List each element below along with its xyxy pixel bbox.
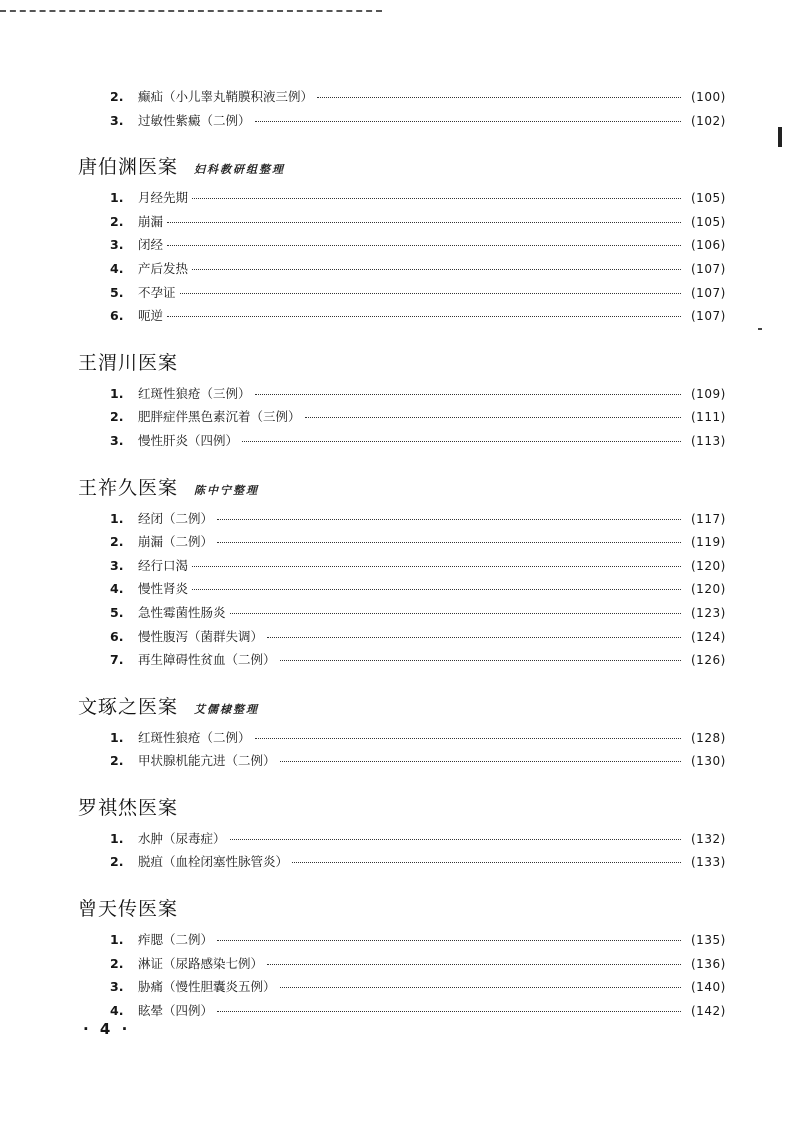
toc-entry [0,306,801,330]
entry-page: (105) [691,214,726,229]
entry-page: (124) [691,629,726,644]
toc-entry [0,259,801,283]
entry-page: (128) [691,730,726,745]
entry-title: 癫疝（小儿睾丸鞘膜积液三例） [138,89,314,104]
toc-entry [0,579,801,603]
section-editor: 妇科教研组整理 [194,163,286,177]
entry-title: 红斑性狼疮（三例） [138,385,251,401]
entry-title: 不孕证 [138,284,176,300]
entry-number: 1. [110,830,124,846]
dot-leader [280,987,681,988]
entry-page: (142) [691,1003,726,1018]
entry-number: 5. [110,604,124,620]
dot-leader [267,637,681,638]
toc-entry [0,829,801,853]
entry-title: 呃逆 [138,308,164,324]
dot-leader [217,940,681,941]
entry-number: 3. [110,432,124,448]
entry-title: 过敏性紫癜（二例） [138,112,251,128]
entry-title: 肥胖症伴黑色素沉着（三例） [138,409,301,425]
dot-leader [192,566,681,567]
entry-number: 1. [110,932,124,948]
section-heading [0,894,801,924]
toc-entry [0,111,801,135]
entry-page: (100) [691,90,726,104]
entry-page: (135) [691,933,726,948]
section-heading [0,793,801,823]
toc-entry [0,87,801,111]
section-heading [0,152,801,182]
dot-leader [267,964,681,965]
dot-leader [192,589,681,590]
entry-title: 眩晕（四例） [138,1002,214,1018]
entry-page: (120) [691,582,726,597]
dot-leader [230,839,681,840]
entry-page: (132) [691,831,726,846]
entry-page: (106) [691,238,726,253]
dot-leader [292,862,681,863]
section-title: 唐伯渊医案 [78,156,179,179]
entry-number: 3. [110,237,124,253]
entry-number: 2. [110,409,124,425]
section-title: 曾天传医案 [78,898,179,921]
top-dashed-rule [0,10,382,12]
entry-number: 4. [110,260,124,276]
dot-leader [317,97,681,98]
section-heading [0,692,801,722]
toc-entry [0,407,801,431]
dot-leader [180,293,681,294]
toc-entry [0,283,801,307]
entry-title: 急性霉菌性肠炎 [138,604,226,620]
entry-title: 经闭（二例） [138,510,214,526]
toc-section [0,152,801,330]
toc-section [0,473,801,674]
section-heading [0,348,801,378]
entry-page: (130) [691,754,726,769]
entry-number: 2. [110,955,124,971]
entry-title: 慢性肝炎（四例） [138,432,239,448]
section-editor: 艾儒棣整理 [194,702,260,716]
dot-leader [255,121,681,122]
section-editor: 陈中宁整理 [194,483,260,497]
toc-section [0,692,801,775]
section-title: 王渭川医案 [78,351,179,374]
entry-page: (117) [691,511,726,526]
entry-number: 4. [110,581,124,597]
entry-page: (120) [691,558,726,573]
table-of-contents [0,87,801,1024]
entry-page: (113) [691,433,726,448]
toc-entry [0,627,801,651]
dot-leader [167,316,681,317]
dot-leader [217,542,681,543]
toc-section-lead [0,87,801,134]
entry-page: (119) [691,535,726,550]
dot-leader [242,441,681,442]
dot-leader [230,613,681,614]
dot-leader [255,738,681,739]
dot-leader [280,761,681,762]
dot-leader [280,660,681,661]
entry-number: 4. [110,1002,124,1018]
entry-page: (107) [691,285,726,300]
dot-leader [305,417,681,418]
dot-leader [217,1011,681,1012]
entry-number: 3. [110,557,124,573]
toc-section [0,348,801,455]
toc-entry [0,532,801,556]
entry-number: 2. [110,854,124,870]
entry-page: (102) [691,113,726,128]
toc-entry [0,751,801,775]
section-title: 王祚久医案 [78,476,179,499]
toc-entry [0,954,801,978]
entry-title: 红斑性狼疮（二例） [138,729,251,745]
entry-title: 脱疽（血栓闭塞性脉管炎） [138,854,289,870]
entry-title: 慢性肾炎 [138,581,189,597]
entry-title: 崩漏 [138,213,164,229]
entry-number: 1. [110,190,124,206]
entry-title: 闭经 [138,237,164,253]
entry-number: 5. [110,284,124,300]
entry-title: 经行口渴 [138,557,189,573]
dot-leader [255,394,681,395]
toc-section [0,894,801,1024]
entry-page: (123) [691,605,726,620]
entry-title: 慢性腹泻（菌群失调） [138,628,264,644]
entry-title: 崩漏（二例） [138,534,214,550]
entry-number: 2. [110,89,124,104]
entry-title: 月经先期 [138,190,189,206]
toc-entry [0,235,801,259]
entry-title: 淋证（尿路感染七例） [138,955,264,971]
entry-number: 6. [110,628,124,644]
toc-entry [0,650,801,674]
toc-entry [0,212,801,236]
toc-entry [0,852,801,876]
toc-entry [0,728,801,752]
entry-number: 1. [110,729,124,745]
page-number: · 4 · [83,1020,131,1038]
entry-number: 2. [110,213,124,229]
entry-page: (105) [691,191,726,206]
toc-entry [0,384,801,408]
section-title: 罗祺烋医案 [78,796,179,819]
dot-leader [217,519,681,520]
entry-title: 产后发热 [138,260,189,276]
dot-leader [167,222,681,223]
toc-entry [0,603,801,627]
entry-page: (126) [691,653,726,668]
entry-page: (107) [691,309,726,324]
entry-number: 1. [110,510,124,526]
entry-number: 3. [110,112,124,128]
entry-page: (109) [691,386,726,401]
toc-entry [0,188,801,212]
section-heading [0,473,801,503]
entry-title: 水肿（尿毒症） [138,830,226,846]
dot-leader [192,198,681,199]
toc-entry [0,930,801,954]
entry-page: (133) [691,855,726,870]
entry-page: (136) [691,956,726,971]
entry-title: 胁痛（慢性胆囊炎五例） [138,979,276,995]
entry-number: 6. [110,308,124,324]
entry-number: 2. [110,753,124,769]
entry-page: (140) [691,980,726,995]
entry-page: (111) [691,410,726,425]
entry-number: 2. [110,534,124,550]
entry-number: 3. [110,979,124,995]
toc-entry [0,977,801,1001]
entry-title: 甲状腺机能亢进（二例） [138,753,276,769]
toc-section [0,793,801,876]
toc-entry [0,431,801,455]
entry-number: 1. [110,385,124,401]
toc-entry [0,556,801,580]
dot-leader [167,245,681,246]
entry-title: 再生障碍性贫血（二例） [138,652,276,668]
toc-entry [0,509,801,533]
entry-number: 7. [110,652,124,668]
dot-leader [192,269,681,270]
entry-title: 痄腮（二例） [138,932,214,948]
entry-page: (107) [691,261,726,276]
section-title: 文琢之医案 [78,695,179,718]
